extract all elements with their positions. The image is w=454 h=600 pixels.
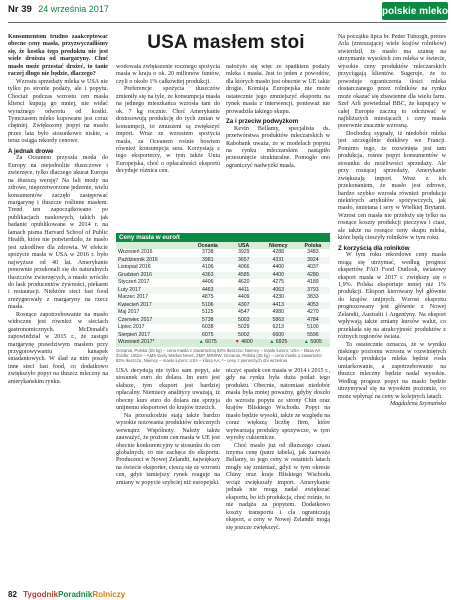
author-signature: Magdalena Szymańska (389, 401, 446, 408)
table-row (116, 324, 330, 332)
table-cell: 3738 (201, 249, 214, 256)
row-label: Sierpień 2017 (116, 332, 189, 340)
arrow-up-icon: ▲ (198, 339, 206, 346)
page-footer (8, 590, 125, 599)
table-cell: 6038 (201, 324, 214, 331)
brand-badge: polskie mleko (382, 2, 448, 20)
table-cell: 4363 (189, 272, 227, 280)
row-label: Listopad 2016 (118, 264, 151, 271)
table-cell: 4411 (227, 287, 261, 295)
table-row (116, 339, 330, 347)
table-cell: 3483 (307, 249, 319, 256)
table-cell: 5002 (227, 332, 261, 340)
column-header: Polska (296, 242, 330, 249)
article-column-4 (338, 34, 446, 588)
section-subhead: A jednak drowe (8, 147, 54, 155)
paragraph: Na początku lipca br. Peder Tuborgh, prezes Arla (zrzeszającej wiele krajów rolników) stwierdził, że masło ma szansę na utrzymanie wysokich cen mleka w świecie, wysokie ceny produktów mleczarskich przyciągają klientów. Sugeruje, że to powoduje ograniczenia ilości mleka dostarczanego przez rolników na rynku może okazać się zbawienne dla wielu farm. Szef Arli powiedział BBC, że kupujący w całej Europie zaczną to odczuwać w najbliższych miesiącach i ceny masła ponownie znacznie wzrosną. (338, 34, 446, 130)
table-cell: 4307 (227, 302, 261, 310)
row-label: Styczeń 2017 (118, 279, 150, 286)
butter-price-table (116, 242, 330, 347)
paragraph: Wzrostu sprzedaży mleka w USA nie tylko po stronie podaży, ale i popytu. Chociaż podczas wzrostu cen masła klienci kupują go mniej, nie widać wyraźnego odwrotu od kostki. Tymczasem mleko kupowane jest coraz chętniej. Zwiększony popyt na masło przez lata było stosunkowo niskie, a teraz osiąga rekordy cenowe. (8, 78, 108, 145)
table-cell: 4875 (201, 294, 214, 301)
table-cell: 4189 (307, 279, 319, 286)
header-divider (8, 22, 446, 23)
column-header: USA (227, 242, 261, 249)
table-cell: 5596 (296, 332, 330, 340)
table-cell: 4106 (201, 264, 214, 271)
table-cell (296, 339, 330, 347)
issue-number: Nr 39 (8, 4, 32, 15)
table-cell: 4547 (237, 309, 250, 316)
table-cell: 4280 (296, 272, 330, 280)
table-row (116, 257, 330, 265)
table-cell: 3981 (189, 257, 227, 265)
table-cell (227, 339, 261, 347)
row-label: Maj 2017 (118, 309, 140, 316)
table-row (116, 264, 330, 272)
publication-name-part: Poradnik (58, 590, 93, 599)
table-row (116, 249, 330, 257)
column-header: Niemcy (261, 242, 296, 249)
page-header (0, 0, 454, 22)
column-header: Oceania (189, 242, 227, 249)
paragraph: Na przeszkodzie stają także bardzo wysokie notowania produktów mlecznych wewnątrz Wspólnoty. Należy także zauważyć, że poziom cen masła w UE jest obecnie konkurencyjny w stosunku do cen globalnych, co nie zachęca do eksportu. Producenci w Nowej Zelandii, największy na świecie eksporter, cieszą się ze wzrostu cen, gdyż tamtejszy rynek reaguje na zmiany w popycie szybciej niż europejski. (116, 412, 220, 486)
paragraph: nałożyło się więc ze spadkiem podaży mleka i masła. Jest to jeden z powodów, dla których masło jest obecnie w UE takie drogie. Komisja Europejska nie może ostatecznie jego zmniejszyć eksportu na rynek masła z interwencji, ponieważ nie prowadziła takiego skupu. (226, 64, 330, 115)
table-cell: 6075 (189, 332, 227, 340)
row-label: Październik 2016 (116, 257, 189, 265)
table-cell: 4066 (237, 264, 250, 271)
table-row (116, 309, 330, 317)
table-notes (116, 348, 330, 363)
table-row (116, 317, 330, 325)
issue-info (8, 4, 109, 15)
article-column-3-lower (226, 368, 330, 588)
paragraph: Za Oceanem przyszła moda do Europy na niejednolite tłuszczowe i zwierzęce, tylko dlaczego akurat Europa na tłustszą wersję? Na fali mody na zdrowe, nieprzetworzone jedzenie, wielu konsumentów zaczęło zastępować margarynę i tłuszcze roślinne masłem. Trend ten zapoczątkowano po publikacjach naukowych, takich jak badanie opublikowane w 2014 r. na łamach pisma Harvard School of Public Health, które nie potwierdziło, że masło jest szkodliwe dla zdrowia. W efekcie spożycie masła w USA w 2016 r. było najwyższe od 40 lat. Amerykanie ponownie przekonali się do naturalnych tłuszczów zwierzęcych, a masło wróciło do łask producentów żywności, piekarni i restauracji. Niektóre sieci fast food zrezygnowały z margaryny na rzecz masła. (8, 155, 108, 311)
table-cell: 4413 (261, 302, 296, 310)
table-cell: 5029 (237, 324, 250, 331)
row-label: Grudzień 2016 (116, 272, 189, 280)
table-cell: 4288 (272, 249, 285, 256)
table-title: Ceny masła w euro/t (116, 233, 330, 242)
row-label: Wrzesień 2016 (118, 249, 153, 256)
table-cell: 4400 (261, 272, 296, 280)
table-cell: 4409 (237, 294, 250, 301)
row-label: Wrzesień 2017* (116, 339, 189, 347)
paragraph: USA decydują nie tylko sam popyt, ale stosunek euro do dolara. Im euro jest słabsze, tym eksport jest bardziej opłacalny. Niemiecy analitycy uważają, iż obecny kurs euro do dolara nie sprzyja unijnemu eksportowi do krajów trzecich. (116, 368, 220, 412)
arrow-up-icon: ▲ (269, 339, 276, 346)
arrow-up-icon: ▲ (303, 339, 311, 346)
article-column-2-lower (116, 368, 220, 588)
row-label: Kwiecień 2017 (116, 302, 189, 310)
table-cell: 5863 (261, 317, 296, 325)
page-number: 82 (8, 590, 17, 599)
lead-paragraph: Konsumentom trudno zaakceptować obecne ceny masła, przyzwyczailiśmy się, że kostka tego produktu nie jest wiele droższa od margaryny. Choć masło może przestać drożeć, to tanie raczej długo nie będzie, dlaczego? (8, 34, 108, 78)
table-body (116, 249, 330, 347)
article-column-1 (8, 34, 108, 588)
table-row (116, 294, 330, 302)
table-row (116, 272, 330, 280)
paragraph: Dochodzą sygnały, iż niedobór mleka jest szczególnie dotkliwy we Francji. Pomimo tego, że rozwinięta jest tam produkcja, rośnie popyt konsumentów w stosunku do możliwości sprzedaży. Ale przy rosnącej sprzedaży, Amerykanie zwiększają import. Wraz z ich przekonaniem, że masło jest zdrowe, bardzo szybko wzrosła również produkcja niektórych artykułów spożywczych, jak masło, śmietana i sery w Wielkiej Brytanii. Wzrost cen masła nie przełoży się tylko na rosnące koszty produkcji pieczywa i ciast, ale także na rosnące ceny skupu mleka, które będą cieszyły rolników w tym roku. (338, 130, 446, 242)
table-cell: 4406 (201, 279, 214, 286)
paragraph: Choć masło już od dłuższego czasu trzyma cenę (patrz tabela), jak zauważa Bellamy, to jego ceny w ostatnich latach mogły się zmieniać, gdyż w tym okresie Chiny oraz kraje Bliskiego Wschodu wciąż zwiększały import. Amerykanie jednak nie mogą nadal zwiększać eksportu, bo ich produkcja, choć rośnie, to nie nadąża za popytem. Dodatkowo koszty transportu i cła ograniczają eksport, a ceny w Nowej Zelandii mogą się jeszcze zwiększyć. (226, 442, 330, 531)
cell-value: 5905 (310, 339, 322, 346)
row-label: Marzec 2017 (118, 294, 148, 301)
table-cell: 3833 (307, 294, 319, 301)
table-cell: 5003 (227, 317, 261, 325)
cell-value: 6925 (275, 339, 288, 346)
table-cell: 5738 (189, 317, 227, 325)
column-header (116, 242, 189, 249)
table-cell: 4230 (272, 294, 285, 301)
table-cell (189, 339, 227, 347)
butter-price-table-box (116, 233, 330, 365)
table-cell: 4275 (272, 279, 285, 286)
table-cell: 4063 (261, 287, 296, 295)
table-row (116, 332, 330, 340)
table-row (116, 279, 330, 287)
cell-value: 6075 (205, 339, 217, 346)
table-cell (261, 339, 296, 347)
paragraph: Preferencje spożycia tłuszczów zmieniły się na tyle, że konsumpcja masła na jednego mieszkańca wzrosła tam do ok. 7 kg rocznie. Choć Amerykanie dostosowują produkcję do tych zmian w konsumpcji, to zmuszeni są zwiększyć import. Wraz ze wzrostem spożycia masła, za Oceanem rośnie bowiem również konsumpcja sera. Korzystają z tego eksporterzy, w tym także Unia Europejska, choć o opłacalności eksportu decyduje różnica cen. (116, 86, 220, 175)
row-label: Czerwiec 2017 (116, 317, 189, 325)
table-cell: 3793 (296, 287, 330, 295)
table-note: Oceania, Polska (25 kg) – cena masła z zawartością 82% tłuszczu; Niemcy – masło luzem; USA – klasa AA (116, 347, 321, 353)
table-row (116, 287, 330, 295)
table-cell: 4463 (189, 287, 227, 295)
section-subhead: Z korzyścią dla rolników (338, 244, 410, 252)
table-cell: 4053 (296, 302, 330, 310)
table-cell: 6213 (272, 324, 285, 331)
paragraph: Kevin Bellamy, specjalista ds. przetwórstwa produktów mleczarskich w Rabobank uważa, że w modelach popytu na rynku mleczarskim nastąpiło przesunięcie strukturalne. Pomogło ono ograniczyć nadwyżki masła. (226, 125, 330, 169)
table-cell: 3924 (296, 257, 330, 265)
table-source: Źródło: USDA – AMS Dairy Market News, ZMP, MRiRW; Oceania, Polska (25 kg) – cena masła o zawartości 82% tłuszczu; Niemcy – masło luzem; USA – klasa AA; *– ceny z pierwszych dni września (116, 352, 322, 363)
publication-name-part: Rolniczy (92, 590, 126, 599)
paragraph: wodowała zwiększenie rocznego spożycia masła w kraju o ok. 20 milionów funtów, czyli o około 1% całkowitej produkcji. (116, 64, 220, 85)
table-cell: 4400 (272, 264, 285, 271)
table-cell: 5100 (307, 324, 319, 331)
table-row (116, 302, 330, 310)
table-cell: 5125 (201, 309, 214, 316)
issue-date: 24 września 2017 (38, 4, 109, 14)
paragraph: Rosnące zapotrzebowanie na masło widoczne jest również w sieciach gastronomicznych. McDonald's zapowiedział w 2015 r., że zastąpi margarynę prawdziwym masłem przy przygotowywaniu kanapek śniadaniowych. W ślad za nim poszły inne sieci fast food, co dodatkowo zwiększyło popyt na tłuszcz mleczny na amerykańskim rynku. (8, 311, 108, 385)
row-label: Luty 2017 (116, 287, 189, 295)
table-cell: 3657 (227, 257, 261, 265)
section-subhead: Za i przeciw podwyżkom (226, 118, 299, 126)
table-cell: 4331 (261, 257, 296, 265)
cell-value: 4600 (241, 339, 253, 346)
table-cell: 4980 (272, 309, 285, 316)
table-cell: 6600 (261, 332, 296, 340)
article-column-3 (226, 64, 330, 232)
table-cell: 4620 (237, 279, 250, 286)
paragraph: niczyć spadek cen masła w 2014 i 2015 r., gdy na rynku była duża podaż tego produktu. Obecnie, natomiast niedobór masła była mniej poważny, gdyby doszło do wzrostu popytu ze strony Chin oraz krajów Bliskiego Wschodu. Popyt na masło będzie wysoki, także ze względu na coraz większą liczbę firm, które wytwarzają produkty spożywcze, w tym wyroby cukiernicze. (226, 368, 330, 442)
table-cell: 4585 (227, 272, 261, 280)
table-cell: 5106 (189, 302, 227, 310)
paragraph: W tym roku rekordowe ceny masła mogą się utrzymać, według prognoz ekspertów FAO Food Outlook, światowy eksport masła w 2017 r. zwiększy się o 1,9%. Polska eksportuje mniej niż 1% produkcji. Eksport kierowany był głównie do krajów unijnych. Wzrost eksportu prognozowany jest głównie z Nowej Zelandii, Australii i Argentyny. Na eksport wpływają także zmiany kursów walut, co przekłada się na atrakcyjność produktów z różnych regionów świata. (338, 252, 446, 341)
table-header-row (116, 242, 330, 249)
paragraph: To ostatecznie oznacza, że w wyniku niskiego poziomu wzrostu w rozwiniętych krajach produkcja mleka będzie rosła umiarkowanie, a zapotrzebowanie na tłuszcz mleczny będzie nadal wysokie. Według prognoz popyt na masło będzie utrzymywał się na wysokim poziomie, co może wpłynąć na ceny w kolejnych latach. (338, 341, 446, 400)
arrow-down-icon: ▼ (234, 339, 242, 346)
table-cell: 4037 (307, 264, 319, 271)
publication-name-part: Tygodnik (23, 590, 59, 599)
table-cell: 3929 (237, 249, 250, 256)
article-headline: USA masłem stoi (147, 32, 305, 53)
row-label: Lipiec 2017 (118, 324, 145, 331)
table-cell: 4784 (296, 317, 330, 325)
article-column-2 (116, 64, 220, 232)
table-cell: 4270 (307, 309, 319, 316)
